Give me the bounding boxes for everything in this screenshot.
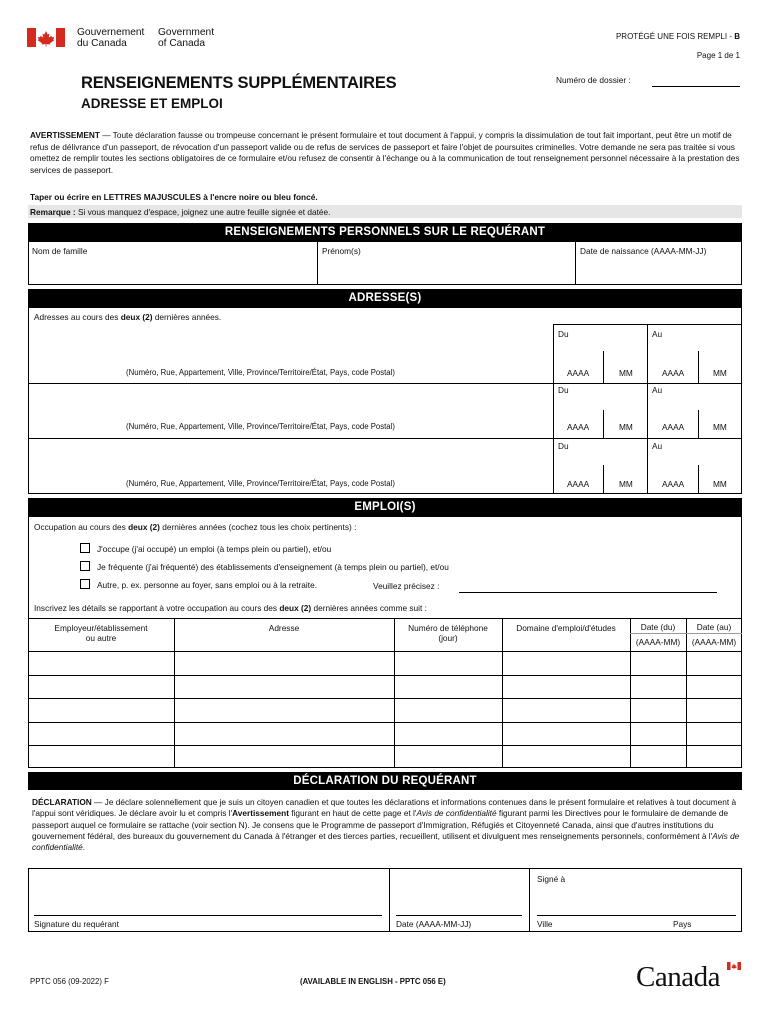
address-2-to-label: Au [652, 385, 663, 395]
col-phone-line2: (jour) [438, 633, 458, 643]
warning-lead: AVERTISSEMENT [30, 130, 100, 140]
address-1-from-mm[interactable]: MM [619, 368, 633, 378]
surname-label: Nom de famille [32, 246, 88, 256]
birth-date-label: Date de naissance (AAAA-MM-JJ) [580, 246, 707, 256]
col-employer-line2: ou autre [85, 633, 117, 643]
employment-details-intro [34, 603, 427, 613]
file-number-label: Numéro de dossier : [556, 75, 631, 85]
canada-wordmark: Canada [636, 961, 720, 993]
gov-fr-line1: Gouvernement [77, 27, 145, 38]
address-1-from-label: Du [558, 329, 569, 339]
canada-flag-icon [27, 28, 65, 47]
protected-notice [616, 32, 740, 41]
address-2-from-mm[interactable]: MM [619, 422, 633, 432]
declaration-paragraph [32, 797, 740, 853]
declaration-text3: figurant parmi les Directives pour le formulaire de demande de passeport auquel ce formulaire se rattache (voir section N). Je consens que le Programme de passeport d'Immigration, Réfugiés et Citoyenneté Canada, ainsi que d'autres institutions du gouvernement fédéral, des bureaux du gouvernement du Canada à l'étranger et des tierces parties, recueillent, utilisent et divulguent mes renseignements personnels, conformément à l' [32, 808, 729, 841]
col-employer-header [28, 623, 174, 643]
english-version-note: (AVAILABLE IN ENGLISH - PPTC 056 E) [300, 977, 446, 986]
type-instructions: Taper ou écrire en LETTRES MAJUSCULES à l'encre noire ou bleu foncé. [30, 192, 318, 202]
employment-intro [34, 522, 356, 532]
address-1-to-yyyy[interactable]: AAAA [662, 368, 685, 378]
table-row[interactable] [29, 746, 741, 767]
declaration-text2: figurant en haut de cette page et l' [288, 808, 417, 819]
date-label: Date (AAAA-MM-JJ) [396, 919, 472, 929]
remark-bar [28, 205, 742, 218]
gov-fr-line2: du Canada [77, 38, 127, 49]
signature-section [28, 868, 742, 932]
file-number-field[interactable] [652, 86, 740, 87]
declaration-text1: — Je déclare solennellement que je suis un citoyen canadien et que toutes les déclarations et informations contenues dans le présent formulaire et relatives à tout document à l'appui sont véridiques. Je déclare avoir lu et compris l' [32, 797, 737, 819]
col-phone-line1: Numéro de téléphone [408, 623, 488, 633]
declaration-notice2: Avis de confidentialité [32, 830, 740, 853]
signature-field[interactable] [34, 915, 382, 916]
details-intro-pre: Inscrivez les détails se rapportant à votre occupation au cours des [34, 603, 280, 613]
city-label: Ville [537, 919, 553, 929]
address-2-field[interactable] [29, 384, 553, 422]
page-info: Page 1 de 1 [696, 51, 740, 60]
employment-intro-bold: deux (2) [128, 522, 160, 532]
date-field[interactable] [396, 915, 522, 916]
col-from-line1: Date (du) [640, 622, 676, 632]
address-1-field[interactable] [29, 324, 553, 370]
address-3-from-yyyy[interactable]: AAAA [567, 479, 590, 489]
form-code: PPTC 056 (09-2022) F [30, 977, 109, 986]
signed-at-label: Signé à [537, 874, 566, 884]
col-to-line2: (AAAA-MM) [691, 637, 737, 647]
declaration-notice1: Avis de confidentialité [416, 808, 497, 819]
addresses-intro [34, 312, 221, 322]
details-intro-bold: deux (2) [279, 603, 312, 613]
student-checkbox[interactable] [80, 561, 90, 571]
employed-checkbox[interactable] [80, 543, 90, 553]
address-3-to-yyyy[interactable]: AAAA [662, 479, 685, 489]
table-row[interactable] [29, 652, 741, 675]
addresses-intro-post: dernières années. [152, 312, 222, 322]
gov-fr-signature [77, 27, 144, 49]
personal-info-heading: RENSEIGNEMENTS PERSONNELS SUR LE REQUÉRANT [28, 223, 742, 241]
other-checkbox[interactable] [80, 579, 90, 589]
page-subtitle: ADRESSE ET EMPLOI [81, 96, 223, 111]
city-country-field[interactable] [537, 915, 736, 916]
col-to-line1: Date (au) [696, 622, 732, 632]
given-names-label: Prénom(s) [322, 246, 361, 256]
signature-label: Signature du requérant [34, 919, 119, 929]
declaration-heading: DÉCLARATION DU REQUÉRANT [28, 772, 742, 790]
protected-text: PROTÉGÉ UNE FOIS REMPLI - [615, 32, 732, 41]
declaration-lead: DÉCLARATION [32, 797, 92, 807]
employment-heading: EMPLOI(S) [28, 498, 742, 516]
addresses-intro-pre: Adresses au cours des [34, 312, 121, 322]
employment-intro-post: dernières années (cochez tous les choix pertinents) : [159, 522, 357, 532]
address-3-to-mm[interactable]: MM [713, 479, 727, 489]
other-option-label: Autre, p. ex. personne au foyer, sans emploi ou à la retraite. [97, 580, 317, 590]
address-2-from-label: Du [558, 385, 569, 395]
address-1-to-label: Au [652, 329, 663, 339]
gov-en-signature [158, 27, 214, 49]
col-from-line2: (AAAA-MM) [635, 637, 681, 647]
col-address-header: Adresse [268, 623, 300, 633]
addresses-heading: ADRESSE(S) [28, 289, 742, 307]
col-employer-line1: Employeur/établissement [54, 623, 148, 633]
address-2-hint: (Numéro, Rue, Appartement, Ville, Province/Territoire/État, Pays, code Postal) [126, 422, 395, 431]
page-title: RENSEIGNEMENTS SUPPLÉMENTAIRES [81, 74, 397, 92]
table-row[interactable] [29, 676, 741, 698]
country-label: Pays [673, 919, 692, 929]
birth-date-field[interactable] [576, 258, 741, 284]
surname-field[interactable] [29, 258, 317, 284]
employed-option-label: J'occupe (j'ai occupé) un emploi (à temps plein ou partiel), et/ou [97, 544, 332, 554]
gov-en-line1: Government [158, 27, 215, 38]
address-2-to-mm[interactable]: MM [713, 422, 727, 432]
employment-intro-pre: Occupation au cours des [34, 522, 129, 532]
student-option-label: Je fréquente (j'ai fréquenté) des établissements d'enseignement (à temps plein ou partiel), et/ou [97, 562, 449, 572]
address-1-hint: (Numéro, Rue, Appartement, Ville, Province/Territoire/État, Pays, code Postal) [126, 368, 395, 377]
remark-text: Si vous manquez d'espace, joignez une autre feuille signée et datée. [75, 207, 331, 217]
address-3-field[interactable] [29, 439, 553, 479]
table-row[interactable] [29, 699, 741, 722]
declaration-text4: . [82, 842, 86, 853]
addresses-intro-bold: deux (2) [120, 312, 153, 322]
warning-paragraph [30, 130, 742, 176]
address-3-to-label: Au [652, 441, 663, 451]
gov-en-line2: of Canada [158, 38, 206, 49]
warning-text: — Toute déclaration fausse ou trompeuse concernant le présent formulaire et tout document à l'appui, y compris la dissimulation de tout fait important, peut être un motif de refus de délivrance d'un passeport, de révocation d'un passeport valide ou de refus de services de passeport et faire l'objet de poursuites criminelles. Votre demande ne sera pas traitée si vous omettez de remplir toutes les sections obligatoires de ce formulaire et/ou refusez de consentir à l'échange ou à la communication de tout renseignement personnel nécessaire à la prestation des services de passeport. [30, 130, 740, 175]
protected-level: B [734, 32, 740, 41]
remark-lead: Remarque : [30, 207, 76, 217]
address-3-from-mm[interactable]: MM [619, 479, 633, 489]
employment-table [28, 618, 742, 768]
address-1-from-yyyy[interactable]: AAAA [567, 368, 590, 378]
address-2-to-yyyy[interactable]: AAAA [662, 422, 685, 432]
table-row[interactable] [29, 723, 741, 745]
specify-field[interactable] [459, 592, 717, 593]
given-names-field[interactable] [318, 258, 575, 284]
col-domain-header: Domaine d'emploi/d'études [516, 623, 616, 633]
wordmark-flag-icon [727, 962, 741, 970]
details-intro-post: dernières années comme suit : [311, 603, 427, 613]
address-1-to-mm[interactable]: MM [713, 368, 727, 378]
address-3-from-label: Du [558, 441, 569, 451]
address-2-from-yyyy[interactable]: AAAA [567, 422, 590, 432]
address-3-hint: (Numéro, Rue, Appartement, Ville, Province/Territoire/État, Pays, code Postal) [126, 479, 395, 488]
col-phone-header [394, 623, 502, 643]
specify-label: Veuillez précisez : [373, 581, 440, 591]
declaration-warning-word: Avertissement [232, 808, 289, 819]
